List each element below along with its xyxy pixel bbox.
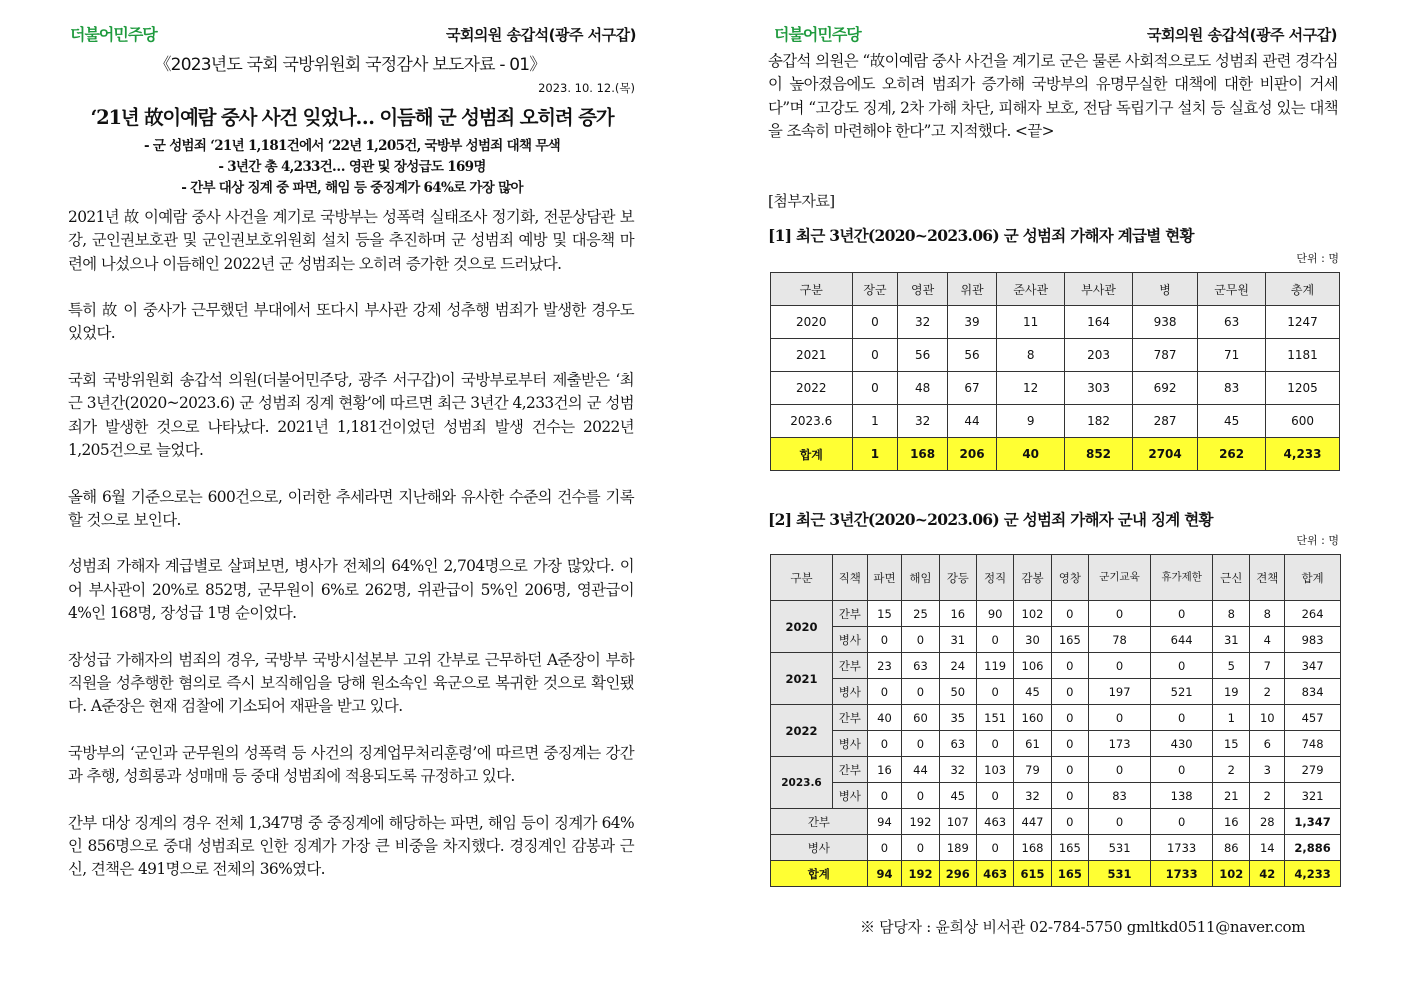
table-cell: 21	[1213, 783, 1250, 809]
table-cell: 8	[997, 339, 1065, 372]
table-cell: 103	[976, 757, 1013, 783]
summary-row	[771, 809, 1341, 835]
table-cell: 0	[1151, 653, 1213, 679]
table-cell: 94	[867, 809, 902, 835]
table-cell: 2023.6	[771, 405, 853, 438]
table-cell: 160	[1014, 705, 1051, 731]
table-cell: 2022	[771, 372, 853, 405]
position-cell: 간부	[832, 653, 867, 679]
year-cell: 2021	[771, 653, 833, 705]
paragraph: 장성급 가해자의 범죄의 경우, 국방부 국방시설본부 고위 간부로 근무하던 A준장이 부하 직원을 성추행한 혐의로 즉시 보직해임을 당해 원소속인 육군으로 복귀한 것으로 확인됐다. A준장은 현재 검찰에 기소되어 재판을 받고 있다.	[68, 650, 634, 716]
table-cell: 50	[939, 679, 976, 705]
table-cell: 19	[1213, 679, 1250, 705]
table-row	[771, 306, 1340, 339]
subheadline-1: - 군 성범죄 ‘21년 1,181건에서 ‘22년 1,205건, 국방부 성범죄 대책 무색	[143, 138, 561, 154]
table-cell: 0	[867, 627, 902, 653]
table-header-row	[771, 555, 1341, 601]
total-cell: 192	[902, 861, 939, 887]
position-cell: 병사	[832, 783, 867, 809]
paragraph: 2021년 故 이예람 중사 사건을 계기로 국방부는 성폭력 실태조사 정기화, 전문상담관 보강, 군인권보호관 및 군인권보호위원회 설치 등을 추진하며 군 성범죄 예방 및 대응책 마련에 나섰으나 이듬해인 2022년 군 성범죄는 오히려 증가한 것으로 드러났다.	[68, 208, 634, 273]
year-cell: 2022	[771, 705, 833, 757]
table-cell: 2021	[771, 339, 853, 372]
right-page	[702, 0, 1403, 992]
position-cell: 병사	[832, 627, 867, 653]
table-cell: 0	[1051, 679, 1088, 705]
table-cell: 2	[1213, 757, 1250, 783]
table-row	[771, 372, 1340, 405]
total-cell: 615	[1014, 861, 1051, 887]
press-release-title: 《2023년도 국회 국방위원회 국정감사 보도자료 - 01》	[154, 55, 546, 75]
table-cell: 56	[947, 339, 996, 372]
table-row	[771, 627, 1341, 653]
table-cell: 279	[1285, 757, 1341, 783]
position-cell: 병사	[832, 679, 867, 705]
table-cell: 1	[1213, 705, 1250, 731]
table-row	[771, 653, 1341, 679]
table-cell: 67	[947, 372, 996, 405]
table-cell: 0	[1051, 601, 1088, 627]
header-cell: 구분	[771, 273, 853, 306]
table-cell: 834	[1285, 679, 1341, 705]
total-cell: 합계	[771, 861, 868, 887]
table-cell: 32	[898, 306, 947, 339]
table-cell: 168	[1014, 835, 1051, 861]
table-cell: 23	[867, 653, 902, 679]
table-cell: 0	[976, 627, 1013, 653]
table-cell: 107	[939, 809, 976, 835]
table-cell: 0	[1051, 757, 1088, 783]
total-cell: 4,233	[1266, 438, 1340, 471]
paragraph: 성범죄 가해자 계급별로 살펴보면, 병사가 전체의 64%인 2,704명으로 가장 많았다. 이어 부사관이 20%로 852명, 군무원이 6%로 262명, 위관급이 5%인 206명, 영관급이 4%인 168명, 장성급 1명 순이었다.	[68, 557, 634, 623]
total-cell: 합계	[771, 438, 853, 471]
table-cell: 0	[852, 372, 898, 405]
table-cell: 173	[1089, 731, 1151, 757]
table-row	[771, 339, 1340, 372]
table-cell: 430	[1151, 731, 1213, 757]
table-cell: 0	[867, 679, 902, 705]
member-name: 국회의원 송갑석(광주 서구갑)	[445, 26, 636, 44]
table-cell: 25	[902, 601, 939, 627]
table-cell: 45	[1014, 679, 1051, 705]
table-cell: 28	[1250, 809, 1285, 835]
table-header-row	[771, 273, 1340, 306]
table-total-row	[771, 438, 1340, 471]
table-cell: 61	[1014, 731, 1051, 757]
table-cell: 86	[1213, 835, 1250, 861]
header-cell: 파면	[867, 555, 902, 601]
table-cell: 39	[947, 306, 996, 339]
party-logo: 더불어민주당	[774, 25, 861, 44]
paragraph: 국방부의 ‘군인과 군무원의 성폭력 등 사건의 징계업무처리훈령’에 따르면 중징계는 강간과 추행, 성희롱과 성매매 등 중대 성범죄에 적용되도록 규정하고 있다.	[68, 743, 634, 786]
table-cell: 32	[898, 405, 947, 438]
table1-title: [1] 최근 3년간(2020~2023.06) 군 성범죄 가해자 계급별 현황	[768, 226, 1194, 245]
table-cell: 644	[1151, 627, 1213, 653]
table-cell: 0	[867, 731, 902, 757]
header-cell: 영창	[1051, 555, 1088, 601]
paragraph: 특히 故 이 중사가 근무했던 부대에서 또다시 부사관 강제 성추행 범죄가 발생한 경우도 있었다.	[68, 301, 634, 343]
table-cell: 347	[1285, 653, 1341, 679]
table-cell: 63	[902, 653, 939, 679]
table-cell: 10	[1250, 705, 1285, 731]
table-cell: 5	[1213, 653, 1250, 679]
table-cell: 192	[902, 809, 939, 835]
member-name: 국회의원 송갑석(광주 서구갑)	[1146, 26, 1337, 44]
table-cell: 35	[939, 705, 976, 731]
table-cell: 0	[902, 731, 939, 757]
header-cell: 해임	[902, 555, 939, 601]
table-cell: 203	[1065, 339, 1133, 372]
table-cell: 63	[939, 731, 976, 757]
table-cell: 0	[1051, 731, 1088, 757]
table-cell: 0	[1151, 705, 1213, 731]
table-cell: 56	[898, 339, 947, 372]
table2-unit: 단위 : 명	[1296, 534, 1339, 547]
table-cell: 165	[1051, 835, 1088, 861]
table-cell: 40	[867, 705, 902, 731]
table-cell: 531	[1089, 835, 1151, 861]
table-cell: 102	[1014, 601, 1051, 627]
table-cell: 9	[997, 405, 1065, 438]
summary-row	[771, 835, 1341, 861]
header-cell: 강등	[939, 555, 976, 601]
summary-label-cell: 병사	[771, 835, 868, 861]
table-cell: 14	[1250, 835, 1285, 861]
table-cell: 63	[1198, 306, 1266, 339]
year-cell: 2020	[771, 601, 833, 653]
table-cell: 60	[902, 705, 939, 731]
header-cell: 휴가제한	[1151, 555, 1213, 601]
table-cell: 463	[976, 809, 1013, 835]
header-cell: 장군	[852, 273, 898, 306]
table-cell: 0	[976, 731, 1013, 757]
table-cell: 0	[1051, 783, 1088, 809]
table-cell: 24	[939, 653, 976, 679]
total-cell: 852	[1065, 438, 1133, 471]
total-cell: 40	[997, 438, 1065, 471]
table-cell: 0	[976, 783, 1013, 809]
table-cell: 1733	[1151, 835, 1213, 861]
table-cell: 600	[1266, 405, 1340, 438]
table-cell: 748	[1285, 731, 1341, 757]
table-cell: 0	[852, 306, 898, 339]
table-cell: 7	[1250, 653, 1285, 679]
table-cell: 0	[976, 679, 1013, 705]
paragraph: 국회 국방위원회 송갑석 의원(더불어민주당, 광주 서구갑)이 국방부로부터 제출받은 ‘최근 3년간(2020~2023.6) 군 성범죄 징계 현황’에 따르면 최근 3년간 4,233건의 군 성범죄가 발생한 것으로 나타났다. 2021년 1,181건이었던 성범죄 발생 건수는 2022년 1,205건으로 늘었다.	[68, 371, 634, 459]
table-cell: 78	[1089, 627, 1151, 653]
table-cell: 692	[1132, 372, 1197, 405]
table-cell: 11	[997, 306, 1065, 339]
table-cell: 0	[1051, 705, 1088, 731]
position-cell: 병사	[832, 731, 867, 757]
table-cell: 45	[1198, 405, 1266, 438]
paragraph: 올해 6월 기준으로는 600건으로, 이러한 추세라면 지난해와 유사한 수준의 건수를 기록할 것으로 보인다.	[68, 487, 634, 529]
table-cell: 0	[902, 627, 939, 653]
quote-paragraph: 송갑석 의원은 “故이예람 중사 사건을 계기로 군은 물론 사회적으로도 성범죄 관련 경각심이 높아졌음에도 오히려 범죄가 증가해 국방부의 유명무실한 대책에 대한 비판이 거세다”며 “고강도 징계, 2차 가해 차단, 피해자 보호, 전담 독립기구 설치 등 실효성 있는 대책을 조속히 마련해야 한다”고 지적했다. <끝>	[768, 52, 1338, 140]
rank-table	[770, 272, 1340, 471]
header-cell: 영관	[898, 273, 947, 306]
subheadline-2: - 3년간 총 4,233건… 영관 및 장성급도 169명	[218, 159, 486, 175]
table-cell: 32	[1014, 783, 1051, 809]
table-cell: 31	[939, 627, 976, 653]
table-cell: 182	[1065, 405, 1133, 438]
total-cell: 262	[1198, 438, 1266, 471]
header-cell: 감봉	[1014, 555, 1051, 601]
table-cell: 8	[1213, 601, 1250, 627]
table-cell: 0	[1151, 809, 1213, 835]
table-cell: 0	[852, 339, 898, 372]
table-row	[771, 405, 1340, 438]
total-cell: 1	[852, 438, 898, 471]
position-cell: 간부	[832, 757, 867, 783]
position-cell: 간부	[832, 705, 867, 731]
position-cell: 간부	[832, 601, 867, 627]
total-cell: 1733	[1151, 861, 1213, 887]
total-cell: 94	[867, 861, 902, 887]
header-cell: 근신	[1213, 555, 1250, 601]
table-cell: 0	[867, 835, 902, 861]
table-row	[771, 705, 1341, 731]
total-cell: 206	[947, 438, 996, 471]
table-cell: 0	[1089, 705, 1151, 731]
table-cell: 1181	[1266, 339, 1340, 372]
table-cell: 457	[1285, 705, 1341, 731]
attachment-label: [첨부자료]	[768, 192, 835, 210]
header-cell: 부사관	[1065, 273, 1133, 306]
table-cell: 938	[1132, 306, 1197, 339]
contact-info: ※ 담당자 : 윤희상 비서관 02-784-5750 gmltkd0511@naver.com	[860, 918, 1306, 936]
table2-title: [2] 최근 3년간(2020~2023.06) 군 성범죄 가해자 군내 징계 현황	[768, 510, 1213, 529]
table-cell: 0	[1151, 757, 1213, 783]
total-cell: 102	[1213, 861, 1250, 887]
header-cell: 구분	[771, 555, 833, 601]
table-cell: 0	[1051, 653, 1088, 679]
table-cell: 106	[1014, 653, 1051, 679]
table-cell: 16	[939, 601, 976, 627]
total-cell: 42	[1250, 861, 1285, 887]
table-cell: 321	[1285, 783, 1341, 809]
header-cell: 군기교육	[1089, 555, 1151, 601]
table-cell: 164	[1065, 306, 1133, 339]
table-cell: 303	[1065, 372, 1133, 405]
table-cell: 90	[976, 601, 1013, 627]
table-cell: 138	[1151, 783, 1213, 809]
table-row	[771, 601, 1341, 627]
table-cell: 1205	[1266, 372, 1340, 405]
table-cell: 0	[902, 679, 939, 705]
table-cell: 119	[976, 653, 1013, 679]
total-cell: 4,233	[1285, 861, 1341, 887]
table-cell: 32	[939, 757, 976, 783]
table-cell: 2,886	[1285, 835, 1341, 861]
table-cell: 521	[1151, 679, 1213, 705]
total-cell: 165	[1051, 861, 1088, 887]
header-cell: 정직	[976, 555, 1013, 601]
party-logo: 더불어민주당	[70, 25, 157, 44]
table-cell: 48	[898, 372, 947, 405]
table-cell: 0	[1151, 601, 1213, 627]
table-cell: 79	[1014, 757, 1051, 783]
summary-label-cell: 간부	[771, 809, 868, 835]
table-cell: 0	[867, 783, 902, 809]
article-body	[68, 206, 634, 905]
table-row	[771, 731, 1341, 757]
table-cell: 16	[867, 757, 902, 783]
table-cell: 151	[976, 705, 1013, 731]
table-cell: 12	[997, 372, 1065, 405]
table-cell: 1	[852, 405, 898, 438]
table-cell: 0	[976, 835, 1013, 861]
table-cell: 1247	[1266, 306, 1340, 339]
table-cell: 197	[1089, 679, 1151, 705]
table-cell: 165	[1051, 627, 1088, 653]
table-total-row	[771, 861, 1341, 887]
header-cell: 병	[1132, 273, 1197, 306]
table-cell: 2	[1250, 783, 1285, 809]
table-cell: 0	[1089, 757, 1151, 783]
table-cell: 6	[1250, 731, 1285, 757]
total-cell: 168	[898, 438, 947, 471]
table-cell: 0	[902, 835, 939, 861]
year-cell: 2023.6	[771, 757, 833, 809]
table-cell: 787	[1132, 339, 1197, 372]
headline: ‘21년 故이예람 중사 사건 잊었나… 이듬해 군 성범죄 오히려 증가	[90, 106, 614, 129]
table-cell: 15	[1213, 731, 1250, 757]
table-cell: 83	[1089, 783, 1151, 809]
discipline-table	[770, 554, 1341, 887]
table-cell: 1,347	[1285, 809, 1341, 835]
table-cell: 0	[1051, 809, 1088, 835]
header-cell: 합계	[1285, 555, 1341, 601]
table-cell: 0	[1089, 653, 1151, 679]
table-cell: 264	[1285, 601, 1341, 627]
total-cell: 296	[939, 861, 976, 887]
header-cell: 위관	[947, 273, 996, 306]
table-row	[771, 679, 1341, 705]
header-cell: 총계	[1266, 273, 1340, 306]
table-cell: 8	[1250, 601, 1285, 627]
header-cell: 견책	[1250, 555, 1285, 601]
table-cell: 44	[902, 757, 939, 783]
table-row	[771, 757, 1341, 783]
table-cell: 0	[1089, 601, 1151, 627]
total-cell: 2704	[1132, 438, 1197, 471]
header-cell: 직책	[832, 555, 867, 601]
table-cell: 4	[1250, 627, 1285, 653]
total-cell: 531	[1089, 861, 1151, 887]
table-cell: 287	[1132, 405, 1197, 438]
table-cell: 30	[1014, 627, 1051, 653]
table-cell: 83	[1198, 372, 1266, 405]
subheadline-3: - 간부 대상 징계 중 파면, 해임 등 중징계가 64%로 가장 많아	[181, 180, 523, 196]
table-cell: 189	[939, 835, 976, 861]
paragraph: 간부 대상 징계의 경우 전체 1,347명 중 중징계에 해당하는 파면, 해임 등이 징계가 64%인 856명으로 중대 성범죄로 인한 징계가 가장 큰 비중을 차지했다. 경징계인 감봉과 근신, 견책은 491명으로 전체의 36%였다.	[68, 813, 634, 879]
table-cell: 71	[1198, 339, 1266, 372]
header-cell: 군무원	[1198, 273, 1266, 306]
table-cell: 3	[1250, 757, 1285, 783]
table-cell: 31	[1213, 627, 1250, 653]
release-date: 2023. 10. 12.(목)	[538, 81, 635, 95]
table-cell: 44	[947, 405, 996, 438]
table-cell: 15	[867, 601, 902, 627]
table-cell: 45	[939, 783, 976, 809]
table1-unit: 단위 : 명	[1296, 252, 1339, 265]
table-cell: 983	[1285, 627, 1341, 653]
table-cell: 2020	[771, 306, 853, 339]
table-row	[771, 783, 1341, 809]
total-cell: 463	[976, 861, 1013, 887]
table-cell: 16	[1213, 809, 1250, 835]
table-cell: 0	[902, 783, 939, 809]
table-cell: 2	[1250, 679, 1285, 705]
header-cell: 준사관	[997, 273, 1065, 306]
table-cell: 0	[1089, 809, 1151, 835]
table-cell: 447	[1014, 809, 1051, 835]
